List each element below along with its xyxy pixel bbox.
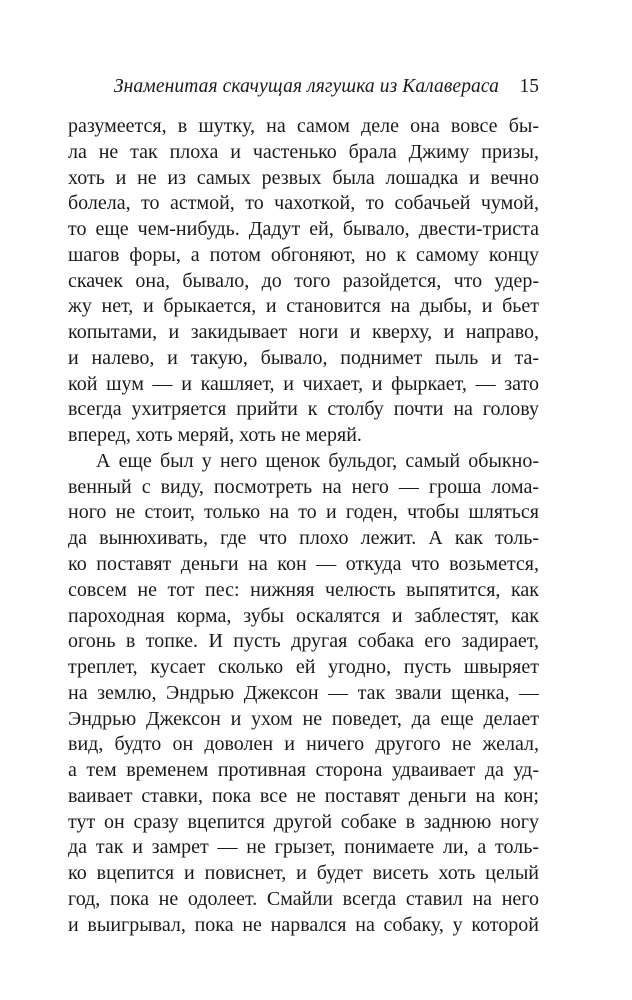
text-line: то еще чем-нибудь. Дадут ей, бывало, двести-триста xyxy=(68,218,539,241)
text-line: шагов форы, а потом обгоняют, но к самому концу xyxy=(68,243,539,266)
text-line: болела, то астмой, то чахоткой, то собачьей чумой, xyxy=(68,192,539,215)
text-line: жу нет, и брыкается, и становится на дыбы, и бьет xyxy=(68,295,539,318)
text-line: Эндрью Джексон и ухом не поведет, да еще делает xyxy=(68,707,539,730)
text-line: кой шум — и кашляет, и чихает, и фыркает, — зато xyxy=(68,372,539,395)
text-line: огонь в топке. И пусть другая собака его задирает, xyxy=(68,630,539,653)
text-line: на землю, Эндрью Джексон — так звали щенка, — xyxy=(68,681,539,704)
text-line: и выигрывал, пока не нарвался на собаку, у которой xyxy=(68,913,539,936)
text-line: треплет, кусает сколько ей угодно, пусть швыряет xyxy=(68,656,539,679)
text-line: ваивает ставки, пока все не поставят деньги на кон; xyxy=(68,784,539,807)
text-line: копытами, и закидывает ноги и кверху, и направо, xyxy=(68,321,539,344)
running-title: Знаменитая скачущая лягушка из Калавераса xyxy=(113,76,499,97)
text-line: скачек она, бывало, до того разойдется, что удер- xyxy=(68,269,539,292)
text-line: вперед, хоть меряй, хоть не меряй. xyxy=(68,424,362,447)
text-line: год, пока не одолеет. Смайли всегда ставил на него xyxy=(68,887,539,910)
text-line: совсем не тот пес: нижняя челюсть выпятится, как xyxy=(68,578,539,601)
text-line: да вынюхивать, где что плохо лежит. А как толь- xyxy=(68,527,539,550)
page-number: 15 xyxy=(519,76,539,97)
text-line: вид, будто он доволен и ничего другого не желал, xyxy=(68,733,539,756)
text-line: да так и замрет — не грызет, понимаете ли, а толь- xyxy=(68,836,539,859)
paragraph-2 xyxy=(68,449,539,939)
text-line: разумеется, в шутку, на самом деле она вовсе бы- xyxy=(68,115,539,137)
text-line: венный с виду, посмотреть на него — гроша лома- xyxy=(68,475,539,498)
text-line: ла не так плоха и частенько брала Джиму призы, xyxy=(68,140,539,163)
text-line: ко поставят деньги на кон — откуда что возьмется, xyxy=(68,553,539,576)
running-head xyxy=(68,74,539,100)
text-line: пароходная корма, зубы оскалятся и заблестят, как xyxy=(68,604,539,627)
text-line: а тем временем противная сторона удваивает да уд- xyxy=(68,759,539,782)
text-line: ко вцепится и повиснет, и будет висеть хоть целый xyxy=(68,862,539,885)
paragraph-1 xyxy=(68,114,539,449)
text-line: хоть и не из самых резвых была лошадка и вечно xyxy=(68,166,539,189)
text-line: ного не стоит, только на то и годен, чтобы шляться xyxy=(68,501,539,524)
body-text xyxy=(68,114,539,939)
text-line: А еще был у него щенок бульдог, самый обыкно- xyxy=(96,449,539,472)
text-line: и налево, и такую, бывало, поднимет пыль и та- xyxy=(68,346,539,369)
text-line: тут он сразу вцепится другой собаке в заднюю ногу xyxy=(68,810,539,833)
text-line: всегда ухитряется прийти к столбу почти на голову xyxy=(68,398,539,421)
